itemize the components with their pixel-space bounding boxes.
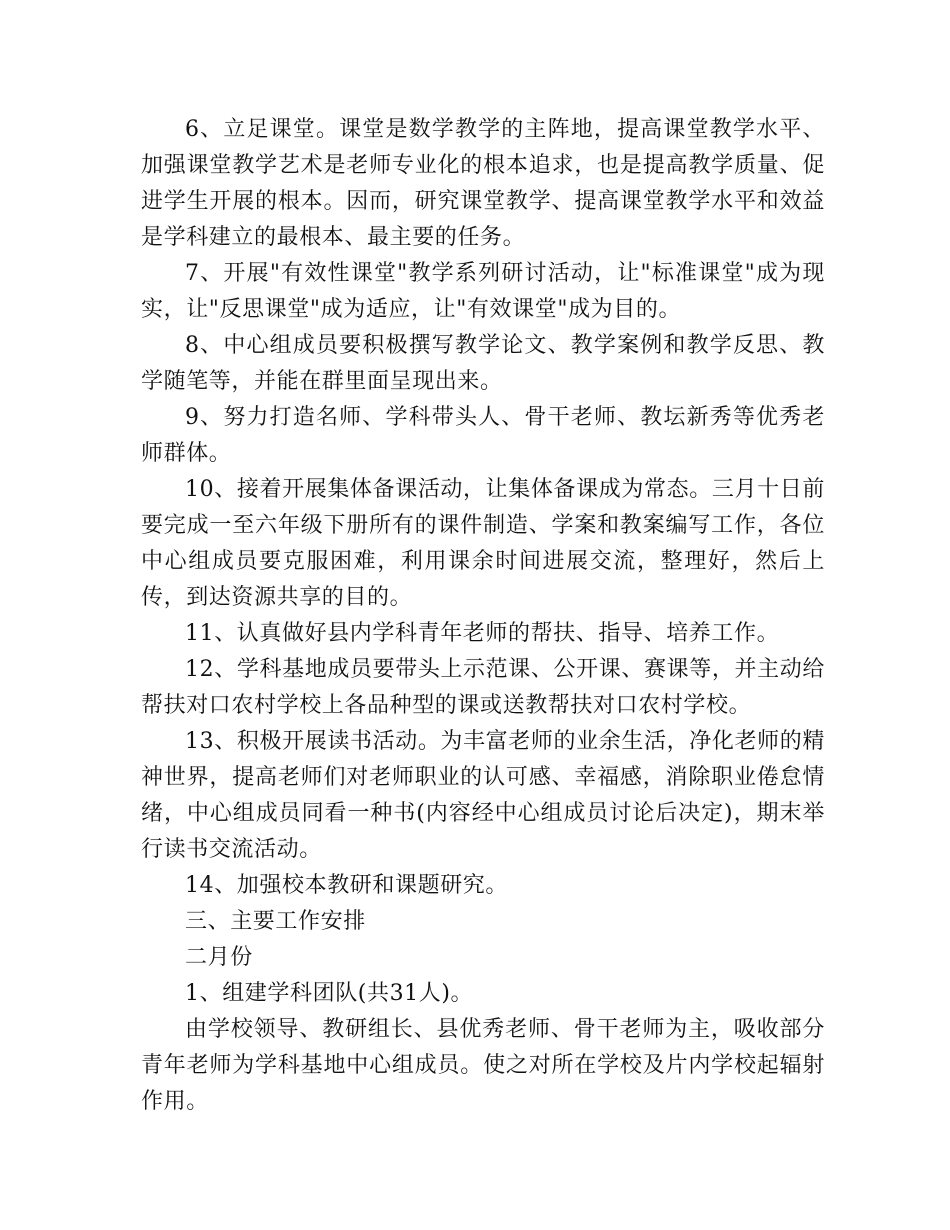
section-heading: 三、主要工作安排 (185, 909, 366, 934)
paragraph-item-12: 12、学科基地成员要带头上示范课、公开课、赛课等，并主动给帮扶对口农村学校上各品种型的课或送教帮扶对口农村学校。 (141, 657, 825, 718)
paragraph-item-8: 8、中心组成员要积极撰写教学论文、教学案例和教学反思、教学随笔等，并能在群里面呈现出来。 (141, 333, 825, 394)
paragraph-team-description: 由学校领导、教研组长、县优秀老师、骨干老师为主，吸收部分青年老师为学科基地中心组成员。使之对所在学校及片内学校起辐射作用。 (141, 1017, 825, 1114)
paragraph-item-10: 10、接着开展集体备课活动，让集体备课成为常态。三月十日前要完成一至六年级下册所有的课件制造、学案和教案编写工作，各位中心组成员要克服困难，利用课余时间进展交流，整理好，然后上传，到达资源共享的目的。 (141, 477, 825, 610)
paragraph-item-9: 9、努力打造名师、学科带头人、骨干老师、教坛新秀等优秀老师群体。 (141, 405, 825, 466)
paragraph-item-7: 7、开展"有效性课堂"教学系列研讨活动，让"标准课堂"成为现实，让"反思课堂"成为适应，让"有效课堂"成为目的。 (141, 261, 825, 322)
paragraph-item-6: 6、立足课堂。课堂是数学教学的主阵地，提高课堂教学水平、加强课堂教学艺术是老师专业化的根本追求，也是提高教学质量、促进学生开展的根本。因而，研究课堂教学、提高课堂教学水平和效益是学科建立的最根本、最主要的任务。 (141, 117, 825, 250)
month-heading: 二月份 (185, 945, 253, 970)
paragraph-item-team: 1、组建学科团队(共31人)。 (185, 981, 474, 1006)
paragraph-item-11: 11、认真做好县内学科青年老师的帮扶、指导、培养工作。 (185, 621, 780, 646)
paragraph-item-13: 13、积极开展读书活动。为丰富老师的业余生活，净化老师的精神世界，提高老师们对老师职业的认可感、幸福感，消除职业倦怠情绪，中心组成员同看一种书(内容经中心组成员讨论后决定)，期末举行读书交流活动。 (141, 729, 825, 862)
paragraph-item-14: 14、加强校本教研和课题研究。 (185, 873, 508, 898)
document-body (141, 112, 825, 1120)
